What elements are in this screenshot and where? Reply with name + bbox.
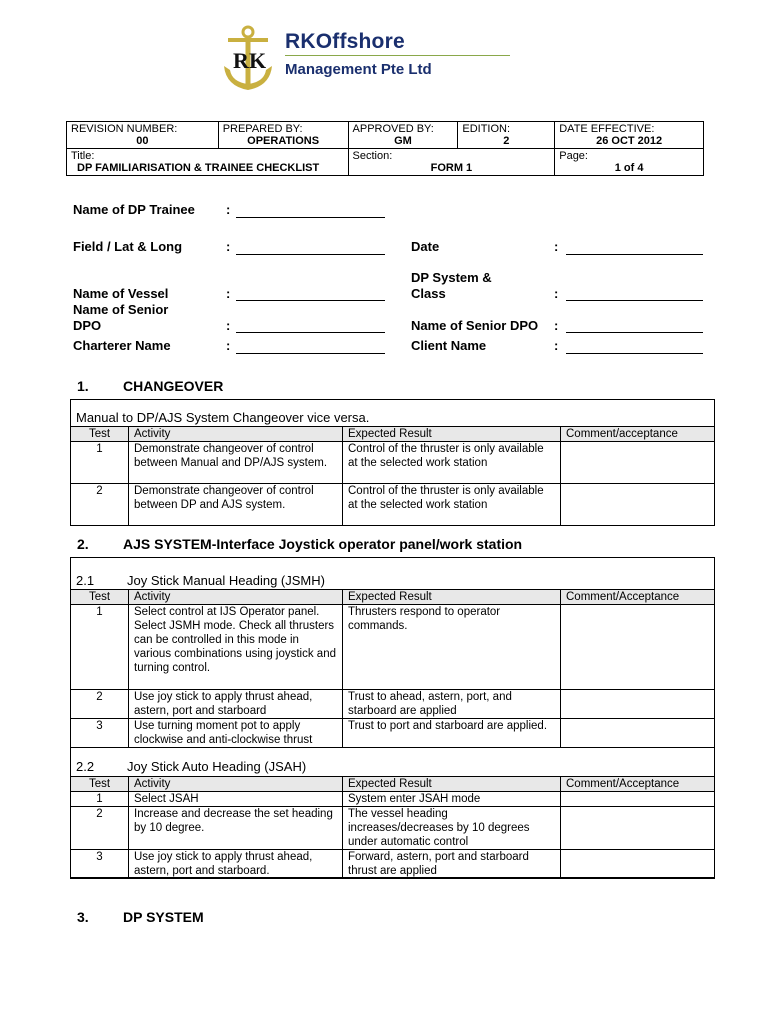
revision-value: 00	[136, 135, 149, 147]
section-cell	[348, 149, 555, 176]
date-colon: :	[554, 239, 559, 254]
activity-cell: Demonstrate changeover of control between Manual and DP/AJS system.	[129, 442, 343, 484]
table-row	[71, 690, 715, 719]
charterer-label: Charterer Name	[73, 338, 171, 353]
svg-text:K: K	[249, 48, 267, 73]
col-activity-header: Activity	[129, 590, 343, 605]
col-activity-header: Activity	[129, 777, 343, 792]
document-info-table	[66, 121, 704, 176]
comment-cell[interactable]	[561, 442, 715, 484]
test-number: 3	[71, 850, 129, 879]
page-value: 1 of 4	[614, 162, 644, 174]
jsmh-table	[70, 589, 715, 748]
svg-text:R: R	[233, 48, 249, 73]
dp-system-colon: :	[554, 286, 559, 301]
test-number: 1	[71, 605, 129, 690]
jsah-table	[70, 776, 715, 879]
activity-cell: Use joy stick to apply thrust ahead, astern, port and starboard	[129, 690, 343, 719]
revision-label: REVISION NUMBER:	[71, 123, 178, 135]
comment-cell[interactable]	[561, 484, 715, 526]
col-comment-header: Comment/Acceptance	[561, 777, 715, 792]
test-number: 2	[71, 807, 129, 850]
section-2-title: AJS SYSTEM-Interface Joystick operator panel/work station	[123, 536, 523, 552]
col-expected-header: Expected Result	[343, 427, 561, 442]
activity-cell: Use turning moment pot to apply clockwise and anti-clockwise thrust	[129, 719, 343, 748]
comment-cell[interactable]	[561, 605, 715, 690]
comment-cell[interactable]	[561, 807, 715, 850]
trainee-field[interactable]	[236, 217, 385, 218]
col-expected-header: Expected Result	[343, 777, 561, 792]
test-number: 3	[71, 719, 129, 748]
page-label: Page:	[559, 150, 588, 162]
expected-result-cell: The vessel heading increases/decreases by 10 degrees under automatic control	[343, 807, 561, 850]
vessel-colon: :	[226, 286, 231, 301]
prepared-cell	[218, 122, 348, 149]
table-row	[71, 850, 715, 879]
test-number: 1	[71, 792, 129, 807]
col-test-header: Test	[71, 590, 129, 605]
activity-cell: Increase and decrease the set heading by 10 degree.	[129, 807, 343, 850]
table-row	[71, 605, 715, 690]
brand-name: RKOffshore	[285, 30, 405, 53]
approved-label: APPROVED BY:	[352, 123, 434, 135]
brand-subtitle: Management Pte Ltd	[285, 61, 432, 78]
expected-result-cell: Control of the thruster is only available at the selected work station	[343, 484, 561, 526]
section-2-heading	[77, 536, 697, 554]
date-effective-value: 26 OCT 2012	[596, 135, 663, 147]
date-field[interactable]	[566, 254, 703, 255]
jsah-caption: Joy Stick Auto Heading (JSAH)	[127, 759, 307, 774]
trainee-label: Name of DP Trainee	[73, 202, 195, 217]
client-label: Client Name	[411, 338, 487, 353]
table-header-row	[71, 777, 715, 792]
senior-dpo-right-label: Name of Senior DPO	[411, 318, 539, 333]
edition-label: EDITION:	[462, 123, 511, 135]
brand-divider	[285, 55, 510, 56]
senior-dpo-colon: :	[226, 318, 231, 333]
test-number: 2	[71, 690, 129, 719]
date-label: Date	[411, 239, 440, 254]
section-label: Section:	[352, 150, 393, 162]
section-2-number: 2.	[77, 536, 89, 552]
table-row	[71, 719, 715, 748]
col-test-header: Test	[71, 777, 129, 792]
senior-dpo-field[interactable]	[236, 332, 385, 333]
table-header-row	[71, 590, 715, 605]
title-label: Title:	[71, 150, 95, 162]
table-header-row	[71, 427, 715, 442]
trainee-colon: :	[226, 202, 231, 217]
section-3-heading	[77, 909, 377, 927]
senior-dpo-label-line1: Name of Senior	[73, 302, 169, 317]
table-row	[71, 442, 715, 484]
client-colon: :	[554, 338, 559, 353]
approved-cell	[348, 122, 458, 149]
senior-dpo-right-colon: :	[554, 318, 559, 333]
comment-cell[interactable]	[561, 792, 715, 807]
title-cell	[67, 149, 349, 176]
title-value: DP FAMILIARISATION & TRAINEE CHECKLIST	[77, 162, 320, 174]
jsmh-caption-number: 2.1	[76, 573, 95, 588]
activity-cell: Select control at IJS Operator panel. Select JSMH mode. Check all thrusters can be controlled in this mode in various combinations using joystick and turning control.	[129, 605, 343, 690]
col-expected-header: Expected Result	[343, 590, 561, 605]
page-cell	[555, 149, 704, 176]
vessel-label: Name of Vessel	[73, 286, 169, 301]
expected-result-cell: Forward, astern, port and starboard thrust are applied	[343, 850, 561, 879]
dp-system-field[interactable]	[566, 300, 703, 301]
senior-dpo-right-field[interactable]	[566, 332, 703, 333]
section-3-title: DP SYSTEM	[123, 909, 204, 925]
expected-result-cell: System enter JSAH mode	[343, 792, 561, 807]
charterer-field[interactable]	[236, 353, 385, 354]
senior-dpo-label-line2: DPO	[73, 318, 102, 333]
table-row	[71, 792, 715, 807]
prepared-value: OPERATIONS	[247, 135, 320, 147]
col-test-header: Test	[71, 427, 129, 442]
prepared-label: PREPARED BY:	[222, 123, 303, 135]
section-3-number: 3.	[77, 909, 89, 925]
dp-system-label-line2: Class	[411, 286, 446, 301]
client-field[interactable]	[566, 353, 703, 354]
field-latlong-label: Field / Lat & Long	[73, 239, 183, 254]
table-row	[71, 807, 715, 850]
field-latlong-field[interactable]	[236, 254, 385, 255]
section-value: FORM 1	[430, 162, 473, 174]
expected-result-cell: Trust to port and starboard are applied.	[343, 719, 561, 748]
test-number: 2	[71, 484, 129, 526]
activity-cell: Select JSAH	[129, 792, 343, 807]
jsmh-caption: Joy Stick Manual Heading (JSMH)	[127, 573, 325, 588]
field-latlong-colon: :	[226, 239, 231, 254]
anchor-logo-icon	[218, 24, 278, 94]
col-comment-header: Comment/Acceptance	[561, 590, 715, 605]
charterer-colon: :	[226, 338, 231, 353]
changeover-table	[70, 426, 715, 526]
expected-result-cell: Trust to ahead, astern, port, and starboard are applied	[343, 690, 561, 719]
col-comment-header: Comment/acceptance	[561, 427, 715, 442]
approved-value: GM	[394, 135, 412, 147]
date-effective-label: DATE EFFECTIVE:	[559, 123, 655, 135]
revision-cell	[67, 122, 219, 149]
comment-cell[interactable]	[561, 690, 715, 719]
expected-result-cell: Control of the thruster is only available at the selected work station	[343, 442, 561, 484]
dp-system-label-line1: DP System &	[411, 270, 492, 285]
changeover-caption: Manual to DP/AJS System Changeover vice versa.	[76, 410, 370, 425]
col-activity-header: Activity	[129, 427, 343, 442]
comment-cell[interactable]	[561, 719, 715, 748]
activity-cell: Demonstrate changeover of control between DP and AJS system.	[129, 484, 343, 526]
jsah-caption-number: 2.2	[76, 759, 95, 774]
section-1-number: 1.	[77, 378, 89, 394]
section-1-title: CHANGEOVER	[123, 378, 224, 394]
comment-cell[interactable]	[561, 850, 715, 879]
date-effective-cell	[555, 122, 704, 149]
activity-cell: Use joy stick to apply thrust ahead, astern, port and starboard.	[129, 850, 343, 879]
table-row	[71, 484, 715, 526]
expected-result-cell: Thrusters respond to operator commands.	[343, 605, 561, 690]
vessel-field[interactable]	[236, 300, 385, 301]
edition-cell	[458, 122, 555, 149]
edition-value: 2	[503, 135, 510, 147]
section-1-heading	[77, 378, 677, 396]
test-number: 1	[71, 442, 129, 484]
